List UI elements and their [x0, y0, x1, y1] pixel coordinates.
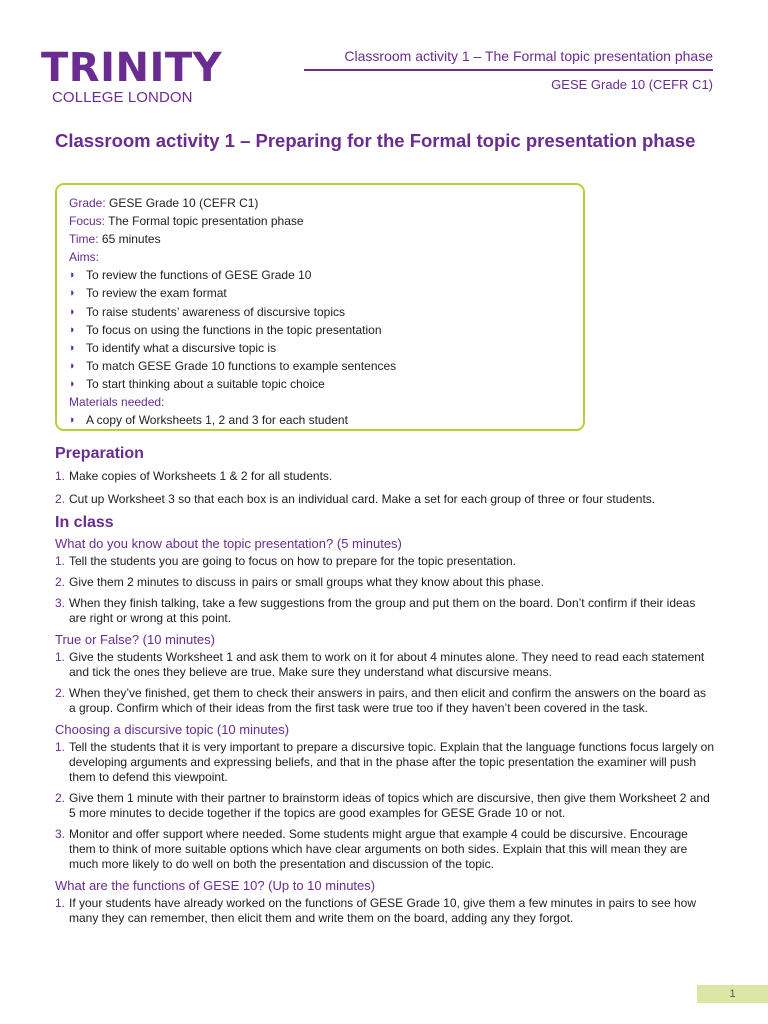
- section-heading: Choosing a discursive topic (10 minutes): [55, 722, 290, 737]
- list-item: 1. Tell the students you are going to focus on how to prepare for the topic presentation.: [55, 554, 516, 568]
- logo: [41, 45, 241, 106]
- list-item: ◗ To match GESE Grade 10 functions to example sentences: [69, 357, 571, 375]
- focus-value: The Formal topic presentation phase: [105, 214, 304, 229]
- logo-wordmark: TRINITY: [41, 45, 223, 91]
- in-class-heading: In class: [55, 514, 114, 531]
- running-header-title: Classroom activity 1 – The Formal topic presentation phase: [304, 48, 713, 71]
- time-label: Time:: [69, 232, 99, 247]
- focus-label: Focus:: [69, 214, 106, 229]
- list-item: 3. Monitor and offer support where needed. Some students might argue that example 4 could be discursive. Encourage them to think of more suitable options which have clear arguments on both sides. Explain that this will mean they are much more likely to do well on both the presentation and discussion of the topic.: [55, 827, 688, 871]
- list-item: ◗ A copy of Worksheets 1, 2 and 3 for each student: [69, 411, 571, 429]
- page-number: 1: [697, 985, 768, 1003]
- bullet-icon: ◗: [69, 305, 76, 318]
- bullet-icon: ◗: [69, 287, 76, 300]
- section-heading: What do you know about the topic presentation? (5 minutes): [55, 536, 402, 551]
- list-item: 1. If your students have already worked on the functions of GESE Grade 10, give them a few minutes in pairs to see how many they can remember, then elicit them and write them on the board, adding any they forgot.: [55, 896, 697, 925]
- list-item: 1. Give the students Worksheet 1 and ask them to work on it for about 4 minutes alone. They need to read each statement and tick the ones they believe are true. Make sure they understand what discursive means.: [55, 650, 705, 679]
- running-header-subtitle: GESE Grade 10 (CEFR C1): [551, 77, 713, 92]
- numbered-list: [55, 896, 715, 926]
- aims-label: Aims:: [69, 250, 99, 265]
- list-item: 1. Tell the students that it is very important to prepare a discursive topic. Explain that the language functions focus largely on developing arguments and expressing beliefs, and that in the phase after the topic presentation the examiner will push them to defend this viewpoint.: [55, 740, 715, 784]
- list-item: 1. Make copies of Worksheets 1 & 2 for all students.: [55, 469, 333, 483]
- bullet-icon: ◗: [69, 377, 76, 390]
- materials-list: [69, 411, 571, 429]
- page-title: Classroom activity 1 – Preparing for the Formal topic presentation phase: [55, 130, 696, 151]
- bullet-icon: ◗: [69, 323, 76, 336]
- grade-value: GESE Grade 10 (CEFR C1): [105, 196, 259, 210]
- numbered-list: [55, 650, 715, 716]
- section-heading: True or False? (10 minutes): [55, 632, 215, 647]
- bullet-icon: ◗: [69, 359, 76, 372]
- running-header: [304, 48, 713, 92]
- list-item: ◗ To review the exam format: [69, 284, 571, 302]
- logo-subtitle: COLLEGE LONDON: [52, 89, 193, 106]
- aims-list: [69, 266, 571, 393]
- numbered-list: [55, 554, 715, 626]
- preparation-heading: Preparation: [55, 445, 144, 462]
- numbered-list: [55, 740, 715, 872]
- grade-line: [69, 194, 571, 212]
- list-item: ◗ To start thinking about a suitable topic choice: [69, 375, 571, 393]
- list-item: ◗ To identify what a discursive topic is: [69, 339, 571, 357]
- list-item: ◗ To raise students’ awareness of discursive topics: [69, 303, 571, 321]
- time-value: 65 minutes: [98, 232, 161, 247]
- grade-label: Grade:: [69, 196, 106, 210]
- materials-label: Materials needed:: [69, 395, 165, 410]
- list-item: 2. When they’ve finished, get them to check their answers in pairs, and then elicit and confirm the answers on the board as a group. Confirm which of their ideas from the first task were true too if they haven’t been covered in the task.: [55, 686, 707, 715]
- bullet-icon: ◗: [69, 341, 76, 354]
- list-item: 2. Cut up Worksheet 3 so that each box is an individual card. Make a set for each group of three or four students.: [55, 492, 656, 506]
- bullet-icon: ◗: [69, 414, 76, 427]
- time-line: [69, 230, 571, 248]
- list-item: ◗ To review the functions of GESE Grade 10: [69, 266, 571, 284]
- list-item: 2. Give them 1 minute with their partner to brainstorm ideas of topics which are discursive, then give them Worksheet 2 and 5 more minutes to decide together if the topics are good examples for GESE Grade 10 or not.: [55, 791, 710, 820]
- activity-info-box: [55, 183, 585, 431]
- list-item: ◗ To focus on using the functions in the topic presentation: [69, 321, 571, 339]
- list-item: 3. When they finish talking, take a few suggestions from the group and put them on the board. Don’t confirm if their ideas are right or wrong at this point.: [55, 596, 696, 625]
- section-heading: What are the functions of GESE 10? (Up to 10 minutes): [55, 878, 376, 893]
- bullet-icon: ◗: [69, 269, 76, 282]
- focus-line: [69, 212, 571, 230]
- list-item: 2. Give them 2 minutes to discuss in pairs or small groups what they know about this phase.: [55, 575, 544, 589]
- preparation-list: [55, 469, 715, 507]
- document-body: [55, 446, 715, 926]
